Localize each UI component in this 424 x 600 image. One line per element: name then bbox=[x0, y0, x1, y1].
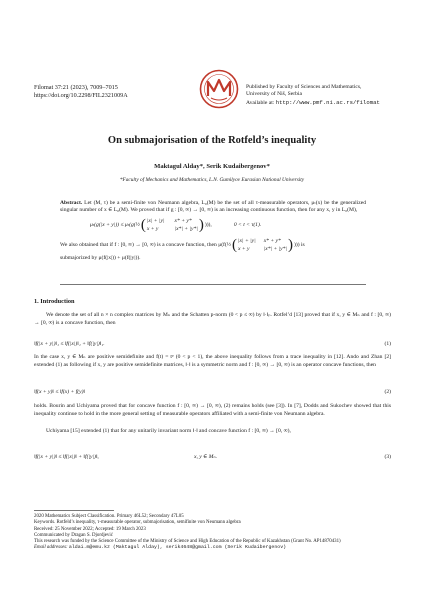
communicated-by: Communicated by Dragan S. Djordjević bbox=[34, 532, 113, 538]
abstract-formula: μₜ(g(|x + y|)) ≤ μₜ(g(½ ( |x| + |y| x* + y* x + y |x*| + |y*| ) ))), 0 < t < τ(1). bbox=[90, 217, 262, 234]
funding-note: This research was funded by the Science Committee of the Ministry of Science and High Education of the Republic of Kazakhstan (Grant No. AP14870431) bbox=[34, 539, 341, 545]
abstract-label: Abstract. bbox=[60, 200, 83, 206]
abstract-divider bbox=[60, 284, 366, 285]
equation-number: (1) bbox=[384, 341, 391, 347]
intro-p3: holds. Bourin and Uchiyama proved that for concave function f : [0, ∞) → [0, ∞), (2) remains holds (see [3]). In [7], Dodds and Sukochev showed that this inequality continue to hold in the more general setting of measurable operators affiliated with a semi-finite von Neumann algebra. bbox=[34, 403, 391, 417]
paper-title: On submajorisation of the Rotfeld’s inequality bbox=[107, 135, 317, 146]
journal-url-link[interactable]: http://www.pmf.ni.ac.rs/filomat bbox=[275, 98, 380, 106]
equation-2: ‖f(x + y)‖ ≤ ‖f(x) + f(y)‖ (2) bbox=[34, 389, 391, 395]
equation-number: (2) bbox=[384, 389, 391, 395]
journal-ref: Filomat 37:21 (2023), 7009–7015 bbox=[34, 84, 118, 91]
email-addresses: Email addresses: aldai.m@emu.kz (Maktagul Alday), serik4648@gmail.com (Serik Kudaibergenov) bbox=[34, 545, 287, 551]
footnote-divider bbox=[34, 510, 114, 511]
block-matrix-2: |x| + |y| x* + y* x + y |x*| + |y*| bbox=[237, 237, 287, 253]
availability-line: Available at: http://www.pmf.ni.ac.rs/filomat bbox=[246, 98, 380, 106]
received-dates: Received: 25 November 2022; Accepted: 19 March 2023 bbox=[34, 526, 146, 532]
abstract bbox=[60, 200, 366, 263]
msc-classification: 2020 Mathematics Subject Classification. Primary 46L52; Secondary 47L05 bbox=[34, 514, 184, 519]
doi-link[interactable]: https://doi.org/10.2298/FIL2321009A bbox=[34, 92, 128, 99]
equation-number: (3) bbox=[384, 454, 391, 460]
university-line: University of Niš, Serbia bbox=[246, 91, 302, 98]
footnotes bbox=[34, 514, 391, 552]
intro-p1: We denote the set of all n × n complex matrices by Mₙ and the Schatten p-norm (0 < p ≤ ∞) by ‖·‖ₚ. Rotfel’d [13] proved that if x, y ∈ Mₙ and f : [0, ∞) → [0, ∞) is a concave function, then bbox=[34, 312, 391, 326]
keywords: Keywords. Rotfeld’s inequality, τ-measurable operator, submajorisation, semifinite von Neumann algebra bbox=[34, 520, 241, 526]
publisher-info bbox=[246, 84, 380, 107]
abstract-p1: Abstract. Let (M, τ) be a semi-finite von Neumann algebra, L₀(M) be the set of all τ-measurable operators, μₜ(x) be the generalized singular number of x ∈ L₀(M). We proved that if g : [0, ∞) → [0, ∞) is an increasing continuous function, then for any x, y in L₀(M), bbox=[60, 200, 367, 214]
intro-p2: In the case x, y ∈ Mₙ are positive semidefinite and f(t) = tᵖ (0 < p < 1), the above inequality follows from a trace inequality in [12]. Ando and Zhan [2] extended (1) as following if x, y are positive semidefinite matrices, ‖·‖ is a symmetric norm and f : [0, ∞) → [0, ∞) is an operator concave functions, then bbox=[34, 354, 391, 368]
equation-3: ‖f(|x + y|)‖ ≤ ‖f(|x|)‖ + ‖f(|y|)‖, x, y ∈ Mₙ. (3) bbox=[34, 454, 391, 460]
abstract-p2: We also obtained that if f : [0, ∞) → [0, ∞) is a concave function, then μ(f(½ ( |x| + |y| x* + y* x + y |x*| + |y*| ) ))) is bbox=[60, 237, 305, 254]
publisher-line: Published by Faculty of Sciences and Mathematics, bbox=[246, 84, 362, 90]
intro-p4: Uchiyama [15] extended (1) that for any unitarily invariant norm ‖·‖ and concave function f : [0, ∞) → [0, ∞), bbox=[46, 428, 291, 434]
email-links[interactable]: aldai.m@emu.kz (Maktagul Alday), serik4648@gmail.com (Serik Kudaibergenov) bbox=[68, 545, 287, 551]
block-matrix: |x| + |y| x* + y* x + y |x*| + |y*| bbox=[146, 217, 198, 233]
abstract-p2-cont: submajorized by μ(f(|x|)) + μ(f(|y|)). bbox=[60, 255, 141, 262]
equation-1: ‖f(|x + y|)‖₁ ≤ ‖f(|x|)‖₁ + ‖f(|y|)‖₁. (1) bbox=[34, 341, 391, 347]
faculty-seal-logo bbox=[199, 69, 239, 109]
journal-info bbox=[34, 84, 128, 100]
affiliation: *Faculty of Mechanics and Mathematics, L.N. Gumilyov Eurasian National University bbox=[119, 177, 305, 183]
author-list: Maktagul Alday*, Serik Kudaibergenov* bbox=[154, 163, 270, 170]
section-heading: 1. Introduction bbox=[34, 298, 75, 305]
